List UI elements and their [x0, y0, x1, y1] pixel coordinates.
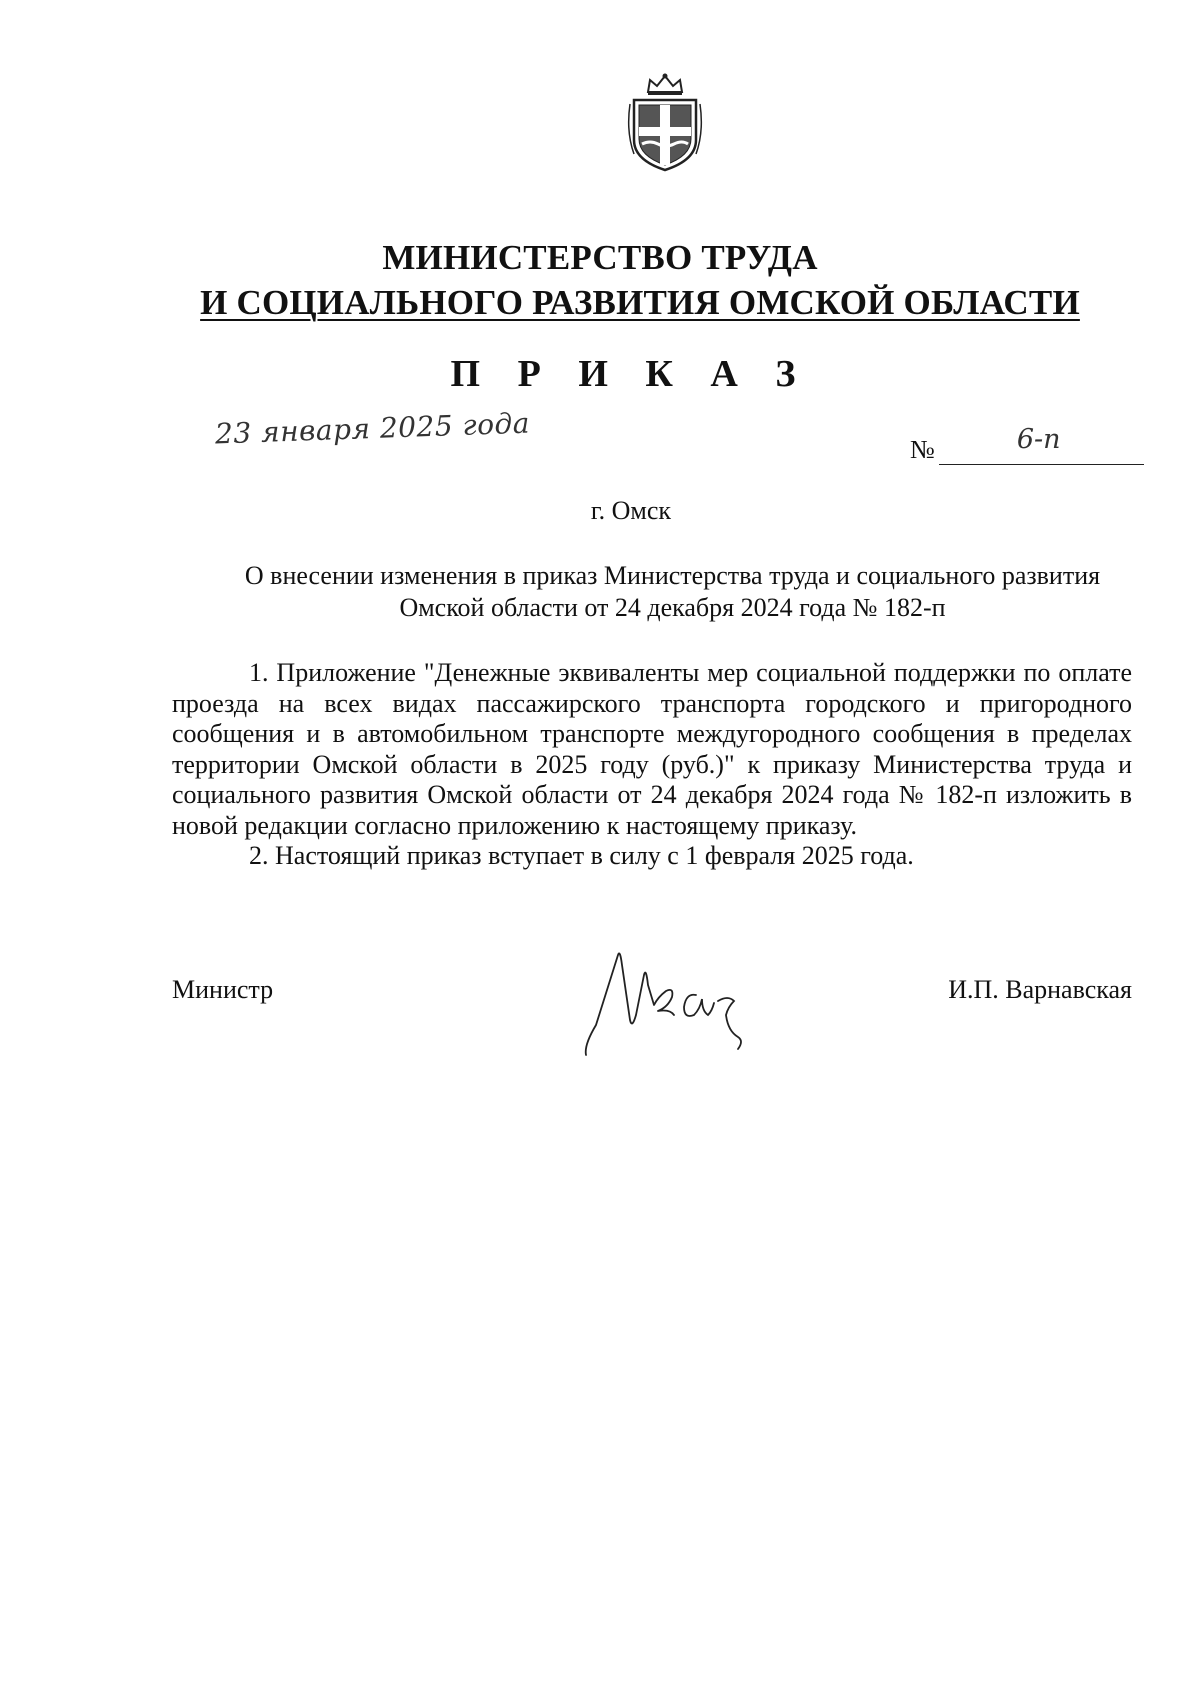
signatory-title: Министр [172, 975, 274, 1004]
document-city: г. Омск [590, 496, 672, 525]
signatory-name: И.П. Варнавская [948, 975, 1132, 1004]
number-label: № [910, 435, 935, 464]
handwritten-signature-icon [578, 945, 768, 1065]
body-paragraph-2: 2. Настоящий приказ вступает в силу с 1 февраля 2025 года. [249, 841, 914, 870]
document-type-title: П Р И К А З [450, 353, 810, 395]
coat-of-arms-icon [620, 72, 710, 174]
document-subject: О внесении изменения в приказ Министерства труда и социального развития Омской области от 24 декабря 2024 года № 182-п [244, 561, 1101, 622]
document-number-block [910, 424, 1144, 465]
document-body [172, 658, 1132, 872]
document-date-handwritten: 23 января 2025 года [214, 406, 531, 451]
ministry-name-line-2-text: И СОЦИАЛЬНОГО РАЗВИТИЯ ОМСКОЙ ОБЛАСТИ [200, 283, 1080, 322]
ministry-name-line-1: МИНИСТЕРСТВО ТРУДА [382, 238, 818, 277]
ministry-name-line-2 [40, 283, 1200, 323]
document-number-handwritten: 6-п [1016, 424, 1061, 455]
body-paragraph-1: 1. Приложение "Денежные эквиваленты мер социальной поддержки по оплате проезда на всех видах пассажирского транспорта городского и пригородного сообщения и в автомобильном транспорте междугородного сообщения в пределах территории Омской области в 2025 году (руб.)" к приказу Министерства труда и социального развития Омской области от 24 декабря 2024 года № 182-п изложить в новой редакции согласно приложению к настоящему приказу. [172, 658, 1132, 840]
number-underline [939, 424, 1144, 465]
